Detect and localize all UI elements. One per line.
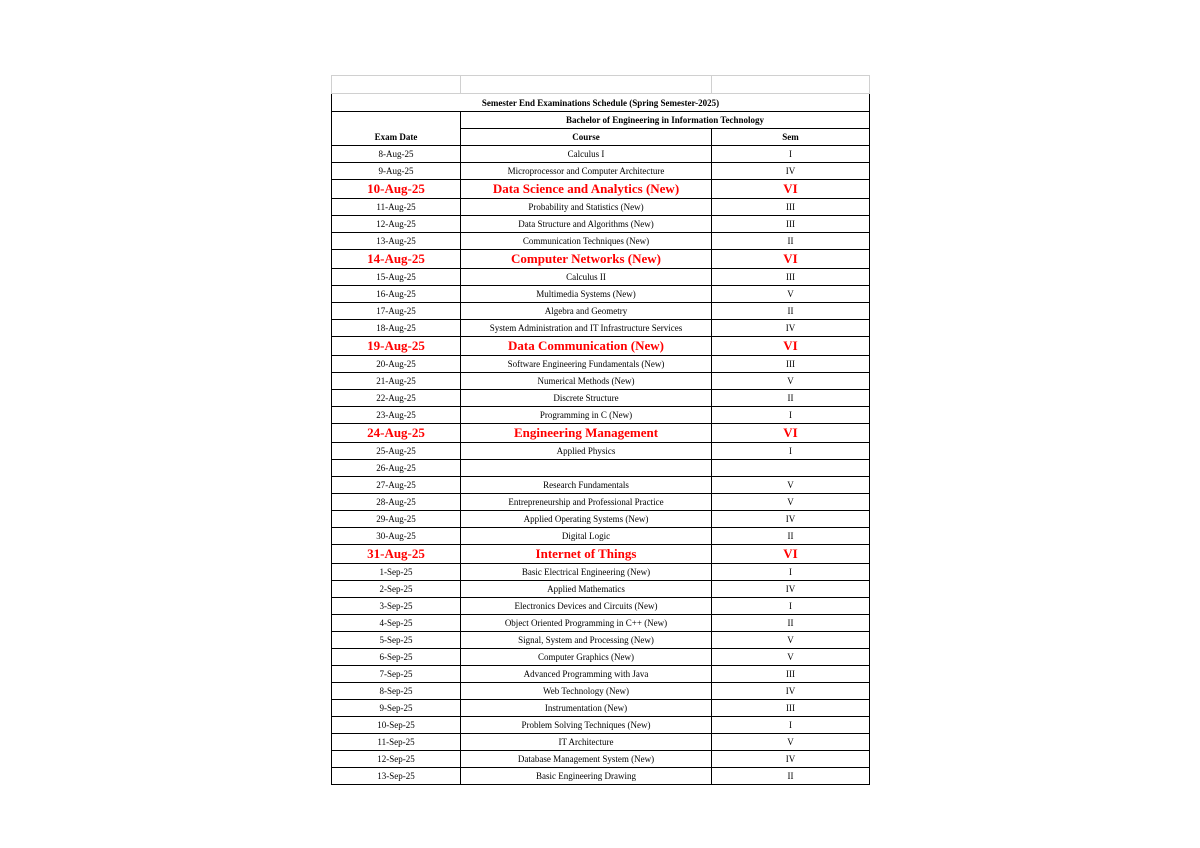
sem-cell: IV — [712, 751, 870, 768]
exam-date-cell: 26-Aug-25 — [332, 460, 461, 477]
header-course: Course — [461, 129, 712, 146]
sem-cell: V — [712, 734, 870, 751]
table-row — [332, 199, 870, 216]
table-row — [332, 163, 870, 180]
course-cell: Data Science and Analytics (New) — [461, 180, 712, 199]
course-cell: System Administration and IT Infrastructure Services — [461, 320, 712, 337]
exam-date-cell: 19-Aug-25 — [332, 337, 461, 356]
sem-cell: IV — [712, 511, 870, 528]
exam-schedule-body — [332, 76, 870, 785]
exam-date-cell: 11-Aug-25 — [332, 199, 461, 216]
exam-date-cell: 10-Aug-25 — [332, 180, 461, 199]
table-row — [332, 407, 870, 424]
table-row — [332, 768, 870, 785]
table-row — [332, 337, 870, 356]
exam-date-cell: 20-Aug-25 — [332, 356, 461, 373]
course-cell: Software Engineering Fundamentals (New) — [461, 356, 712, 373]
course-cell: Basic Electrical Engineering (New) — [461, 564, 712, 581]
sem-cell: V — [712, 286, 870, 303]
sem-cell: I — [712, 598, 870, 615]
exam-date-cell: 25-Aug-25 — [332, 443, 461, 460]
exam-date-cell: 23-Aug-25 — [332, 407, 461, 424]
table-row — [332, 390, 870, 407]
course-cell: Digital Logic — [461, 528, 712, 545]
course-cell: Calculus I — [461, 146, 712, 163]
sem-cell: III — [712, 666, 870, 683]
exam-date-cell: 24-Aug-25 — [332, 424, 461, 443]
exam-date-cell: 27-Aug-25 — [332, 477, 461, 494]
course-cell: Applied Operating Systems (New) — [461, 511, 712, 528]
table-row — [332, 269, 870, 286]
table-row — [332, 632, 870, 649]
sem-cell: III — [712, 700, 870, 717]
table-row — [332, 443, 870, 460]
exam-date-cell: 1-Sep-25 — [332, 564, 461, 581]
sem-cell: I — [712, 443, 870, 460]
table-row — [332, 494, 870, 511]
exam-date-cell: 21-Aug-25 — [332, 373, 461, 390]
course-cell: Web Technology (New) — [461, 683, 712, 700]
table-row — [332, 460, 870, 477]
exam-date-cell: 29-Aug-25 — [332, 511, 461, 528]
course-cell: Engineering Management — [461, 424, 712, 443]
sem-cell: VI — [712, 250, 870, 269]
program-row — [332, 112, 870, 129]
exam-date-cell: 18-Aug-25 — [332, 320, 461, 337]
table-row — [332, 373, 870, 390]
sem-cell: VI — [712, 424, 870, 443]
course-cell: Microprocessor and Computer Architecture — [461, 163, 712, 180]
table-row — [332, 424, 870, 443]
exam-date-cell: 4-Sep-25 — [332, 615, 461, 632]
sem-cell: IV — [712, 163, 870, 180]
sem-cell: IV — [712, 581, 870, 598]
course-cell: Computer Graphics (New) — [461, 649, 712, 666]
course-cell: Computer Networks (New) — [461, 250, 712, 269]
exam-date-cell: 5-Sep-25 — [332, 632, 461, 649]
sem-cell: III — [712, 216, 870, 233]
sem-cell: V — [712, 494, 870, 511]
exam-date-cell: 12-Sep-25 — [332, 751, 461, 768]
exam-date-cell: 15-Aug-25 — [332, 269, 461, 286]
exam-date-cell: 8-Sep-25 — [332, 683, 461, 700]
table-row — [332, 734, 870, 751]
course-cell: Signal, System and Processing (New) — [461, 632, 712, 649]
sem-cell: II — [712, 615, 870, 632]
sem-cell: V — [712, 477, 870, 494]
table-row — [332, 286, 870, 303]
table-row — [332, 717, 870, 734]
course-cell: Numerical Methods (New) — [461, 373, 712, 390]
exam-date-cell: 12-Aug-25 — [332, 216, 461, 233]
course-cell: Multimedia Systems (New) — [461, 286, 712, 303]
blank-cell — [712, 76, 870, 94]
exam-date-cell: 31-Aug-25 — [332, 545, 461, 564]
exam-date-cell: 11-Sep-25 — [332, 734, 461, 751]
exam-date-cell: 9-Sep-25 — [332, 700, 461, 717]
table-row — [332, 564, 870, 581]
sem-cell: VI — [712, 337, 870, 356]
sem-cell: I — [712, 717, 870, 734]
table-row — [332, 511, 870, 528]
sem-cell: VI — [712, 545, 870, 564]
exam-date-cell: 22-Aug-25 — [332, 390, 461, 407]
course-cell — [461, 460, 712, 477]
header-row — [332, 129, 870, 146]
course-cell: Applied Physics — [461, 443, 712, 460]
table-row — [332, 545, 870, 564]
exam-date-cell: 13-Aug-25 — [332, 233, 461, 250]
exam-date-cell: 2-Sep-25 — [332, 581, 461, 598]
sem-cell: I — [712, 407, 870, 424]
table-row — [332, 751, 870, 768]
table-row — [332, 649, 870, 666]
table-row — [332, 581, 870, 598]
table-row — [332, 216, 870, 233]
exam-date-cell: 8-Aug-25 — [332, 146, 461, 163]
course-cell: Probability and Statistics (New) — [461, 199, 712, 216]
table-row — [332, 615, 870, 632]
exam-date-cell: 14-Aug-25 — [332, 250, 461, 269]
course-cell: Applied Mathematics — [461, 581, 712, 598]
header-sem: Sem — [712, 129, 870, 146]
sem-cell: II — [712, 390, 870, 407]
course-cell: Data Communication (New) — [461, 337, 712, 356]
exam-date-cell: 7-Sep-25 — [332, 666, 461, 683]
title-row — [332, 94, 870, 112]
exam-date-cell: 13-Sep-25 — [332, 768, 461, 785]
course-cell: Calculus II — [461, 269, 712, 286]
sem-cell: V — [712, 632, 870, 649]
blank-row — [332, 76, 870, 94]
course-cell: Internet of Things — [461, 545, 712, 564]
sem-cell: III — [712, 199, 870, 216]
exam-date-cell: 17-Aug-25 — [332, 303, 461, 320]
blank-cell — [332, 76, 461, 94]
exam-date-cell: 6-Sep-25 — [332, 649, 461, 666]
course-cell: Advanced Programming with Java — [461, 666, 712, 683]
header-exam-date: Exam Date — [332, 129, 461, 146]
course-cell: Entrepreneurship and Professional Practice — [461, 494, 712, 511]
table-row — [332, 233, 870, 250]
sem-cell: I — [712, 564, 870, 581]
sem-cell: II — [712, 233, 870, 250]
table-row — [332, 700, 870, 717]
sem-cell: II — [712, 528, 870, 545]
sem-cell: V — [712, 649, 870, 666]
blank-cell — [461, 76, 712, 94]
sem-cell: IV — [712, 320, 870, 337]
sem-cell: II — [712, 303, 870, 320]
sem-cell: III — [712, 269, 870, 286]
table-row — [332, 250, 870, 269]
sem-cell: III — [712, 356, 870, 373]
exam-date-cell: 10-Sep-25 — [332, 717, 461, 734]
course-cell: Instrumentation (New) — [461, 700, 712, 717]
course-cell: Problem Solving Techniques (New) — [461, 717, 712, 734]
course-cell: Data Structure and Algorithms (New) — [461, 216, 712, 233]
table-row — [332, 146, 870, 163]
table-row — [332, 683, 870, 700]
exam-date-cell: 9-Aug-25 — [332, 163, 461, 180]
sem-cell: IV — [712, 683, 870, 700]
table-row — [332, 180, 870, 199]
course-cell: Communication Techniques (New) — [461, 233, 712, 250]
course-cell: Research Fundamentals — [461, 477, 712, 494]
course-cell: Algebra and Geometry — [461, 303, 712, 320]
table-row — [332, 303, 870, 320]
sem-cell: VI — [712, 180, 870, 199]
exam-schedule-table — [331, 75, 870, 785]
course-cell: Basic Engineering Drawing — [461, 768, 712, 785]
course-cell: Electronics Devices and Circuits (New) — [461, 598, 712, 615]
sem-cell: I — [712, 146, 870, 163]
table-row — [332, 477, 870, 494]
sem-cell — [712, 460, 870, 477]
exam-date-cell: 28-Aug-25 — [332, 494, 461, 511]
course-cell: Object Oriented Programming in C++ (New) — [461, 615, 712, 632]
program-name: Bachelor of Engineering in Information Technology — [461, 112, 870, 129]
course-cell: IT Architecture — [461, 734, 712, 751]
table-row — [332, 320, 870, 337]
program-spacer-cell — [332, 112, 461, 129]
sem-cell: II — [712, 768, 870, 785]
exam-date-cell: 30-Aug-25 — [332, 528, 461, 545]
course-cell: Database Management System (New) — [461, 751, 712, 768]
table-row — [332, 528, 870, 545]
exam-date-cell: 16-Aug-25 — [332, 286, 461, 303]
schedule-title: Semester End Examinations Schedule (Spring Semester-2025) — [332, 94, 870, 112]
exam-date-cell: 3-Sep-25 — [332, 598, 461, 615]
course-cell: Discrete Structure — [461, 390, 712, 407]
table-row — [332, 666, 870, 683]
table-row — [332, 356, 870, 373]
sem-cell: V — [712, 373, 870, 390]
table-row — [332, 598, 870, 615]
course-cell: Programming in C (New) — [461, 407, 712, 424]
